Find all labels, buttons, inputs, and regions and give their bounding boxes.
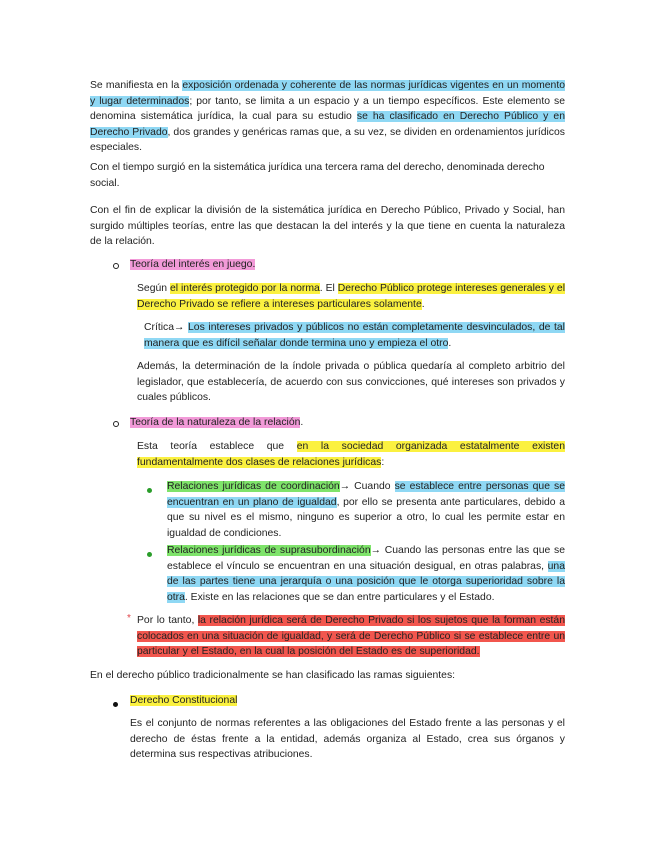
text: . (300, 417, 304, 428)
paragraph-ramas (90, 668, 565, 684)
theory-naturaleza-text (137, 439, 565, 470)
text: → Cuando (339, 481, 395, 492)
text: Por lo tanto, (137, 615, 198, 626)
theory-interes-ademas (137, 359, 565, 406)
paragraph-text: En el derecho público tradicionalmente se han clasificado las ramas siguientes: (90, 670, 456, 681)
highlight-pink: Teoría de la naturaleza de la relación (130, 417, 301, 428)
star-bullet-icon: * (127, 613, 131, 624)
text: : (381, 456, 385, 468)
branch-constitucional-text (130, 716, 565, 763)
paragraph-text: Con el tiempo surgió en la sistemática jurídica una tercera rama del derecho, denominada derecho social. (90, 162, 545, 189)
green-bullet-icon (147, 547, 152, 563)
highlight-blue: Los intereses privados y públicos no están completamente desvinculados, de tal manera que es difícil señalar donde termina uno y empieza el otro (144, 322, 565, 349)
conclusion-paragraph (137, 613, 565, 660)
highlight-yellow: Derecho Público protege intereses generales y el Derecho Privado se refiere a intereses particulares solamente (137, 283, 566, 310)
branch-constitucional-title (130, 693, 565, 709)
text: . (448, 337, 452, 349)
paragraph-sistematica (90, 78, 565, 156)
highlight-blue: exposición ordenada y coherente de las normas jurídicas vigentes en un momento y lugar determinados (90, 80, 566, 107)
text: Esta teoría establece que (137, 441, 297, 452)
highlight-blue: una de las partes tiene una jerarquía o una posición que le otorga superioridad sobre la otra (167, 560, 565, 603)
circle-bullet-icon (113, 417, 119, 433)
paragraph-teorias (90, 203, 565, 250)
circle-bullet-icon (113, 259, 119, 275)
paragraph-text: Además, la determinación de la índole privada o pública quedaría al completo arbitrio del legislador, que establecería, de acuerdo con sus convicciones, qué intereses son privados y cuales públicos. (137, 361, 565, 404)
relacion-suprasubordinacion (167, 543, 565, 605)
highlight-yellow: el interés protegido por la norma (169, 283, 320, 294)
theory-interes-critica (144, 320, 565, 351)
text: Según (137, 283, 170, 294)
green-bullet-icon (147, 483, 152, 499)
paragraph-text: Es el conjunto de normas referentes a las obligaciones del Estado frente a las personas y el derecho de éstas frente a la entidad, además organiza al Estado, crea sus órganos y determina sus respectivas atribuciones. (130, 718, 565, 761)
text: . El (319, 283, 338, 294)
paragraph-text: Con el fin de explicar la división de la sistemática jurídica en Derecho Público, Privado y Social, han surgido múltiples teorías, entre las que destacan la del interés y la que tiene en cuenta la naturaleza de la relación. (90, 205, 565, 248)
highlight-blue: se ha clasificado en Derecho Público y en Derecho Privado (90, 111, 565, 138)
text: . Existe en las relaciones que se dan entre particulares y el Estado. (184, 591, 495, 603)
highlight-yellow: Derecho Constitucional (130, 695, 238, 706)
text: , dos grandes y genéricas ramas que, a su vez, se dividen en ordenamientos jurídicos especiales. (90, 126, 565, 154)
text: ; por tanto, se limita a un espacio y a un tiempo específicos. Este elemento se denomina sistemática jurídica, la cual para su estudio (90, 95, 565, 123)
text: . (421, 298, 425, 310)
text: → Cuando las personas entre las que se establece el vínculo se encuentran en una situación desigual, en otras palabras, (167, 545, 565, 572)
highlight-green: Relaciones jurídicas de coordinación (167, 481, 340, 492)
critica-label: Crítica→ (144, 322, 189, 333)
text: , por ello se presenta ante particulares, debido a que su nivel es el mismo, ninguno es superior a otro, lo cual les permite estar en igualdad de condiciones. (167, 496, 565, 539)
theory-interes-text (137, 281, 565, 312)
highlight-green: Relaciones jurídicas de suprasubordinación (167, 545, 371, 556)
text: Se manifiesta en la (90, 80, 183, 91)
theory-interes-title (130, 257, 565, 273)
paragraph-tercera-rama (90, 160, 565, 191)
relacion-coordinacion (167, 479, 565, 541)
highlight-blue: se establece entre personas que se encuentran en un plano de igualdad (167, 481, 565, 508)
highlight-yellow: en la sociedad organizada estatalmente existen fundamentalmente dos clases de relaciones jurídicas (137, 441, 565, 468)
highlight-pink: Teoría del interés en juego. (130, 259, 256, 270)
highlight-red: la relación jurídica será de Derecho Privado si los sujetos que la forman están colocados en una situación de igualdad, y será de Derecho Público si se establece entre un particular y el Estado, en la cual la posición del Estado es de superioridad. (137, 615, 565, 658)
theory-naturaleza-title (130, 415, 565, 431)
black-bullet-icon (113, 697, 118, 713)
